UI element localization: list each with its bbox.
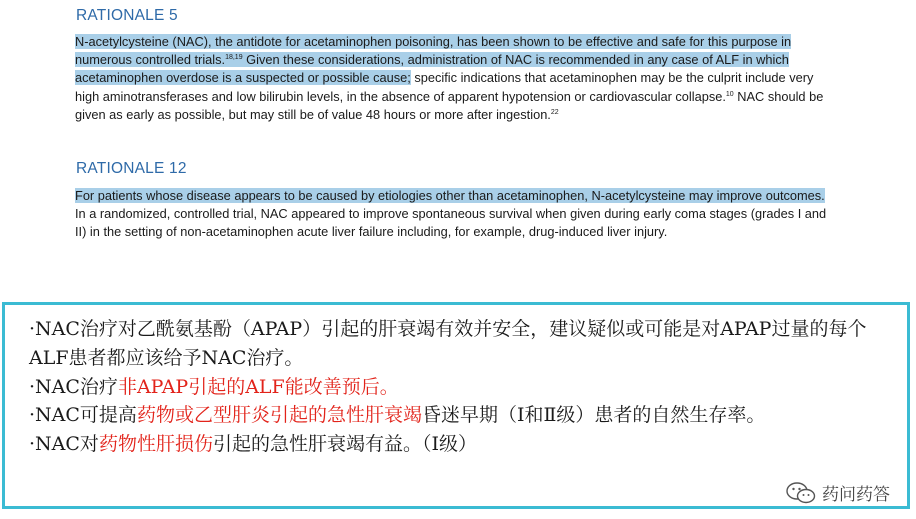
body-text-3: In a randomized, controlled trial, NAC appeared to improve spontaneous survival when given during early coma stages (grades I and II) in the setting of non-acetaminophen acute liver failure including, for example, drug-induced liver injury.: [75, 206, 827, 240]
bullet-4-red: 药物性肝损伤: [98, 433, 213, 456]
rationale-5-heading: RATIONALE 5: [76, 7, 178, 24]
rationale-5-paragraph: [75, 33, 835, 124]
rationale-12-heading: RATIONALE 12: [76, 160, 187, 177]
chinese-summary-box: [2, 302, 910, 509]
watermark: [786, 480, 890, 505]
bullet-4-suffix: 引起的急性肝衰竭有益。（Ⅰ级）: [212, 433, 477, 456]
body-text-2: NAC should be given as early as possible, but may still be of value 48 hours or more after ingestion.: [75, 88, 824, 122]
watermark-text: 药问药答: [822, 485, 890, 505]
bullet-3-red: 药物或乙型肝炎引起的急性肝衰竭: [136, 404, 422, 427]
rationale-12-paragraph: [75, 187, 835, 242]
bullet-3-prefix: ·NAC可提高: [29, 404, 137, 427]
summary-bullet-1: ·NAC治疗对乙酰氨基酚（APAP）引起的肝衰竭有效并安全，建议疑似或可能是对APAP过量的每个ALF患者都应该给予NAC治疗。: [29, 318, 867, 369]
bullet-3-suffix: 昏迷早期（Ⅰ和Ⅱ级）患者的自然生存率。: [421, 404, 766, 427]
summary-bullet-3: [29, 401, 899, 430]
bullet-4-prefix: ·NAC对: [29, 433, 99, 456]
highlight-text-1: N-acetylcysteine (NAC), the antidote for acetaminophen poisoning, has been shown to be effective and safe for this purpose in numerous controlled trials.: [75, 34, 792, 68]
highlight-3: For patients whose disease appears to be caused by etiologies other than acetaminophen, N-acetylcysteine may improve outcomes.: [75, 188, 825, 203]
summary-bullet-2: [29, 373, 899, 402]
summary-text: [29, 315, 899, 459]
citation-18-19: 18,19: [225, 54, 243, 62]
citation-10: 10: [725, 90, 734, 98]
wechat-icon: [786, 481, 816, 505]
summary-bullet-4: [29, 430, 899, 459]
bullet-2-red: 非APAP引起的ALF能改善预后。: [117, 375, 399, 398]
bullet-2-prefix: ·NAC治疗: [29, 375, 118, 398]
body-text-1: specific indications that acetaminophen may be the culprit include very high aminotransferases and low bilirubin levels, in the absence of apparent hypotension or cardiovascular collapse.: [75, 70, 814, 104]
citation-22: 22: [550, 108, 559, 116]
highlight-text-2: Given these considerations, administration of NAC is recommended in any case of ALF in which acetaminophen overdose is a suspected or possible cause;: [75, 52, 789, 86]
